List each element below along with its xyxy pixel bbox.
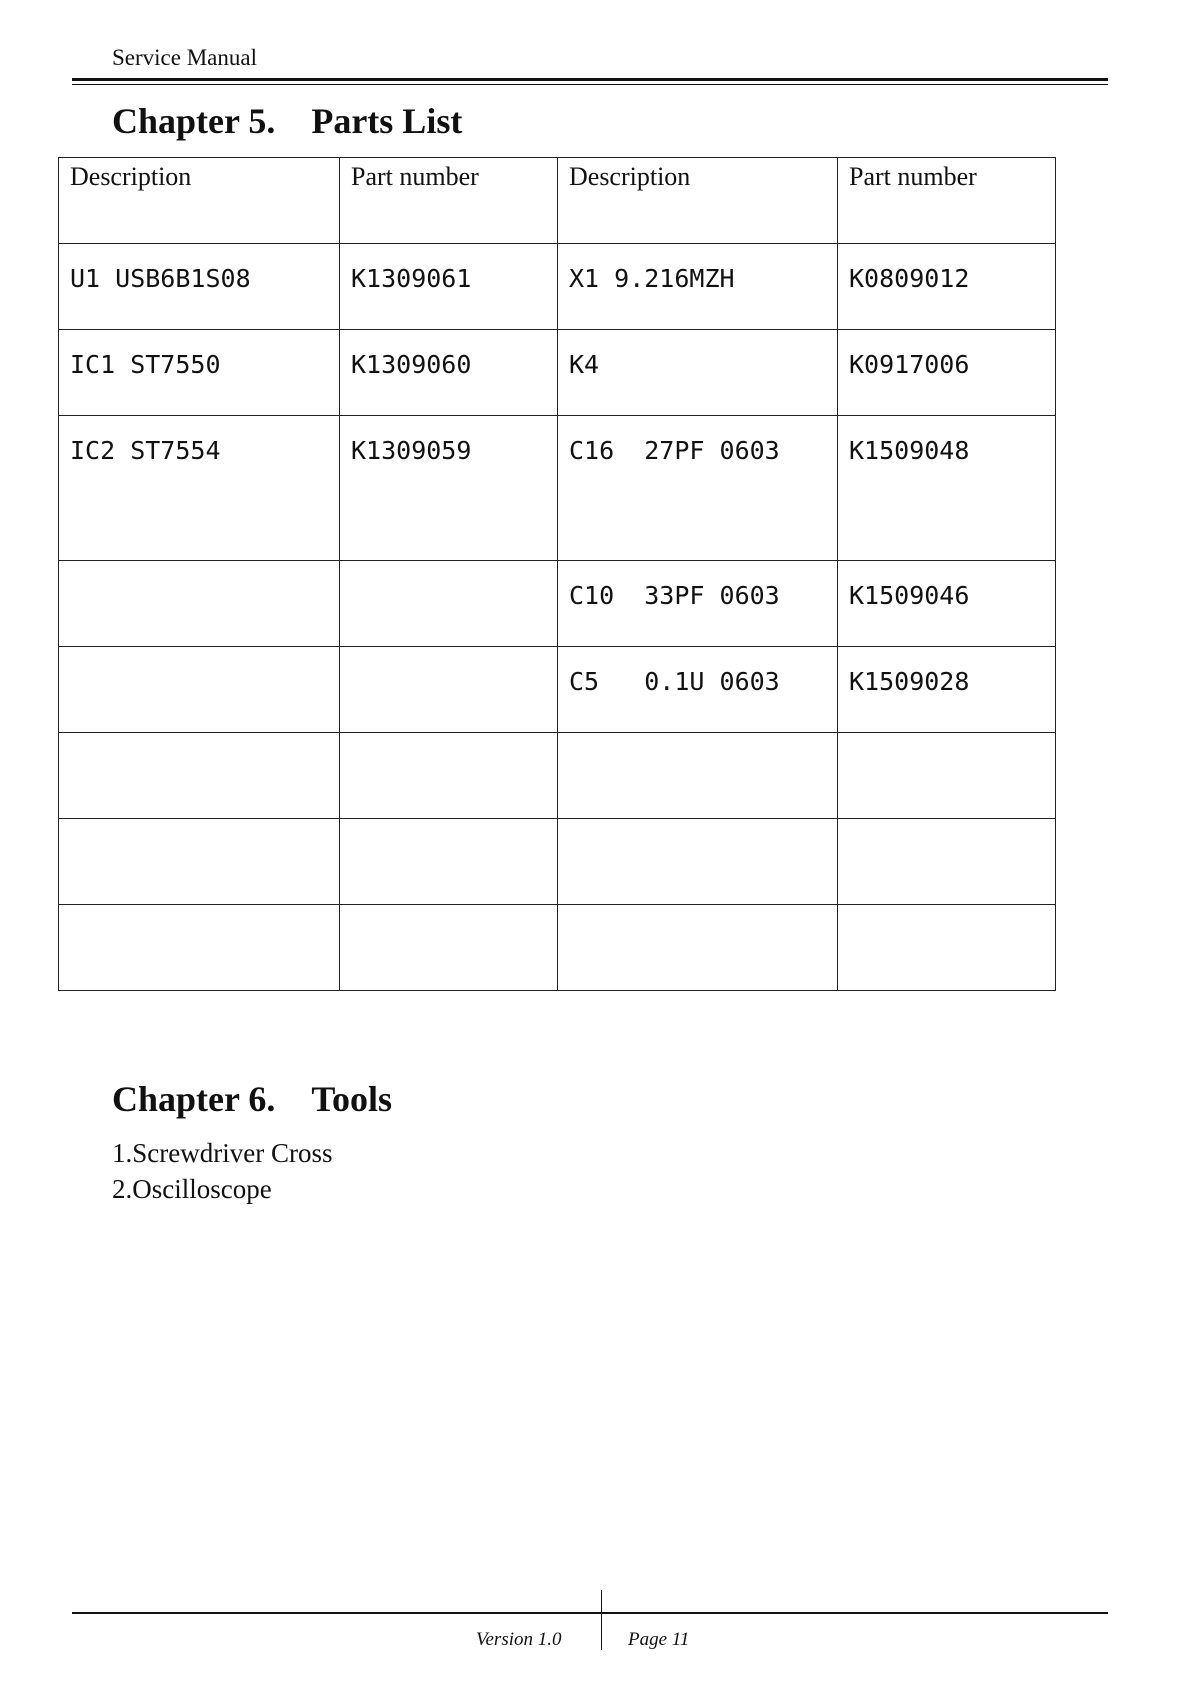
table-cell bbox=[838, 819, 1056, 905]
table-cell: IC1 ST7550 bbox=[59, 330, 340, 416]
table-row bbox=[59, 733, 1056, 819]
table-cell bbox=[59, 647, 340, 733]
table-cell bbox=[558, 733, 838, 819]
table-cell bbox=[340, 733, 558, 819]
table-row bbox=[59, 819, 1056, 905]
table-cell bbox=[59, 561, 340, 647]
table-cell bbox=[59, 733, 340, 819]
table-cell: U1 USB6B1S08 bbox=[59, 244, 340, 330]
column-header-description: Description bbox=[59, 158, 340, 244]
table-cell: K4 bbox=[558, 330, 838, 416]
table-cell: K0917006 bbox=[838, 330, 1056, 416]
chapter-6-title: Chapter 6. Tools bbox=[112, 1079, 393, 1119]
table-row bbox=[59, 647, 1056, 733]
table-cell bbox=[558, 905, 838, 991]
table-cell bbox=[838, 905, 1056, 991]
footer-page-number: Page 11 bbox=[628, 1629, 690, 1650]
list-item: 1.Screwdriver Cross bbox=[112, 1138, 333, 1168]
parts-list-table bbox=[58, 157, 1056, 991]
column-header-description: Description bbox=[558, 158, 838, 244]
footer-version: Version 1.0 bbox=[476, 1629, 562, 1650]
table-cell: K1309059 bbox=[340, 416, 558, 561]
table-cell bbox=[340, 561, 558, 647]
table-cell: C5 0.1U 0603 bbox=[558, 647, 838, 733]
table-row bbox=[59, 330, 1056, 416]
chapter-5-title: Chapter 5. Parts List bbox=[112, 101, 463, 141]
table-cell: K0809012 bbox=[838, 244, 1056, 330]
header-rule bbox=[72, 78, 1108, 85]
footer-divider bbox=[601, 1590, 602, 1650]
table-cell bbox=[340, 647, 558, 733]
footer-rule bbox=[72, 1612, 1108, 1614]
table-cell: C16 27PF 0603 bbox=[558, 416, 838, 561]
table-cell bbox=[558, 819, 838, 905]
table-header-row bbox=[59, 158, 1056, 244]
table-cell: K1509048 bbox=[838, 416, 1056, 561]
table-cell: IC2 ST7554 bbox=[59, 416, 340, 561]
running-header: Service Manual bbox=[112, 45, 257, 70]
table-row bbox=[59, 244, 1056, 330]
list-item: 2.Oscilloscope bbox=[112, 1174, 272, 1204]
table-cell bbox=[340, 905, 558, 991]
table-cell bbox=[59, 819, 340, 905]
table-row bbox=[59, 561, 1056, 647]
tools-list bbox=[112, 1135, 332, 1207]
table-row bbox=[59, 905, 1056, 991]
column-header-part-number: Part number bbox=[838, 158, 1056, 244]
table-cell: K1309061 bbox=[340, 244, 558, 330]
table-row bbox=[59, 416, 1056, 561]
table-cell: K1509028 bbox=[838, 647, 1056, 733]
table-cell bbox=[340, 819, 558, 905]
table-cell bbox=[59, 905, 340, 991]
table-cell: K1509046 bbox=[838, 561, 1056, 647]
column-header-part-number: Part number bbox=[340, 158, 558, 244]
table-cell: X1 9.216MZH bbox=[558, 244, 838, 330]
table-cell bbox=[838, 733, 1056, 819]
table-cell: K1309060 bbox=[340, 330, 558, 416]
table-cell: C10 33PF 0603 bbox=[558, 561, 838, 647]
